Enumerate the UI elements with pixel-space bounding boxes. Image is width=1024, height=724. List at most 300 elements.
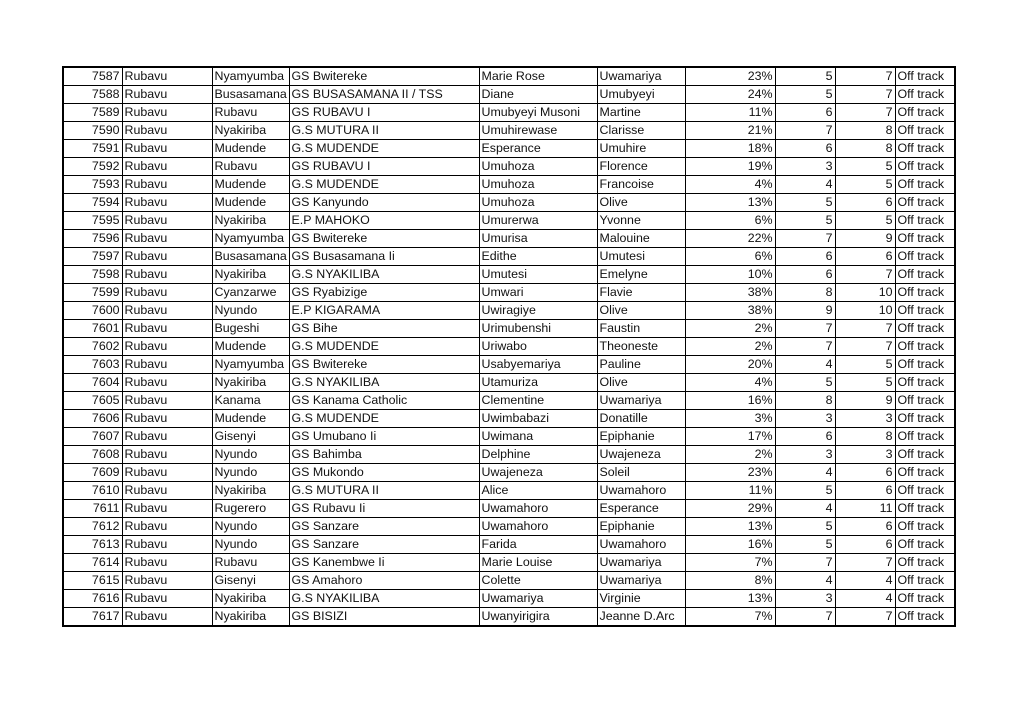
district-cell: Rubavu [122, 104, 212, 122]
last-name-cell: Pauline [597, 356, 685, 374]
percentage-cell: 16% [685, 392, 775, 410]
district-cell: Rubavu [122, 284, 212, 302]
district-cell: Rubavu [122, 248, 212, 266]
status-cell: Off track [895, 176, 955, 194]
sector-cell: Nyamyumba [212, 230, 289, 248]
status-cell: Off track [895, 104, 955, 122]
last-name-cell: Uwamahoro [597, 482, 685, 500]
district-cell: Rubavu [122, 590, 212, 608]
district-cell: Rubavu [122, 392, 212, 410]
status-cell: Off track [895, 140, 955, 158]
district-cell: Rubavu [122, 194, 212, 212]
last-name-cell: Martine [597, 104, 685, 122]
data-table [62, 66, 956, 627]
first-name-cell: Uwamahoro [479, 500, 597, 518]
sector-cell: Nyundo [212, 518, 289, 536]
row-id-cell: 7609 [63, 464, 122, 482]
score-cell: 5 [775, 194, 835, 212]
district-cell: Rubavu [122, 374, 212, 392]
row-id-cell: 7610 [63, 482, 122, 500]
sector-cell: Rubavu [212, 104, 289, 122]
score-cell: 6 [775, 140, 835, 158]
score-cell: 7 [775, 608, 835, 627]
score-cell: 9 [775, 302, 835, 320]
sector-cell: Nyakiriba [212, 374, 289, 392]
last-name-cell: Virginie [597, 590, 685, 608]
score-cell: 3 [775, 590, 835, 608]
status-cell: Off track [895, 338, 955, 356]
percentage-cell: 6% [685, 212, 775, 230]
row-id-cell: 7595 [63, 212, 122, 230]
sector-cell: Mudende [212, 194, 289, 212]
status-cell: Off track [895, 320, 955, 338]
sector-cell: Mudende [212, 338, 289, 356]
row-id-cell: 7612 [63, 518, 122, 536]
table-row [63, 572, 955, 590]
district-cell: Rubavu [122, 338, 212, 356]
score-cell: 4 [775, 572, 835, 590]
school-cell: G.S MUDENDE [289, 176, 479, 194]
last-name-cell: Epiphanie [597, 518, 685, 536]
first-name-cell: Umuhoza [479, 158, 597, 176]
status-cell: Off track [895, 572, 955, 590]
score-cell: 7 [775, 230, 835, 248]
table-row [63, 248, 955, 266]
row-id-cell: 7590 [63, 122, 122, 140]
school-cell: GS Sanzare [289, 536, 479, 554]
last-name-cell: Uwamariya [597, 392, 685, 410]
target-cell: 4 [835, 572, 895, 590]
first-name-cell: Umurerwa [479, 212, 597, 230]
last-name-cell: Uwamahoro [597, 536, 685, 554]
status-cell: Off track [895, 482, 955, 500]
score-cell: 8 [775, 392, 835, 410]
district-cell: Rubavu [122, 67, 212, 86]
row-id-cell: 7608 [63, 446, 122, 464]
score-cell: 4 [775, 464, 835, 482]
row-id-cell: 7599 [63, 284, 122, 302]
row-id-cell: 7589 [63, 104, 122, 122]
target-cell: 6 [835, 194, 895, 212]
sector-cell: Nyamyumba [212, 67, 289, 86]
table-row [63, 86, 955, 104]
first-name-cell: Uwimbabazi [479, 410, 597, 428]
percentage-cell: 6% [685, 248, 775, 266]
district-cell: Rubavu [122, 320, 212, 338]
school-cell: GS Bihe [289, 320, 479, 338]
table-row [63, 158, 955, 176]
sector-cell: Rubavu [212, 554, 289, 572]
score-cell: 6 [775, 266, 835, 284]
sector-cell: Nyamyumba [212, 356, 289, 374]
table-row [63, 212, 955, 230]
target-cell: 7 [835, 86, 895, 104]
score-cell: 6 [775, 248, 835, 266]
status-cell: Off track [895, 464, 955, 482]
row-id-cell: 7603 [63, 356, 122, 374]
target-cell: 6 [835, 536, 895, 554]
school-cell: GS RUBAVU I [289, 158, 479, 176]
sector-cell: Bugeshi [212, 320, 289, 338]
sector-cell: Kanama [212, 392, 289, 410]
table-body [63, 67, 955, 626]
target-cell: 6 [835, 482, 895, 500]
target-cell: 10 [835, 302, 895, 320]
sector-cell: Nyundo [212, 464, 289, 482]
table-row [63, 140, 955, 158]
target-cell: 7 [835, 320, 895, 338]
score-cell: 6 [775, 104, 835, 122]
score-cell: 5 [775, 67, 835, 86]
first-name-cell: Umuhirewase [479, 122, 597, 140]
row-id-cell: 7588 [63, 86, 122, 104]
status-cell: Off track [895, 86, 955, 104]
school-cell: GS Kanama Catholic [289, 392, 479, 410]
sector-cell: Mudende [212, 176, 289, 194]
percentage-cell: 17% [685, 428, 775, 446]
status-cell: Off track [895, 410, 955, 428]
school-cell: G.S MUDENDE [289, 140, 479, 158]
last-name-cell: Olive [597, 194, 685, 212]
row-id-cell: 7587 [63, 67, 122, 86]
target-cell: 8 [835, 428, 895, 446]
row-id-cell: 7604 [63, 374, 122, 392]
table-row [63, 302, 955, 320]
sector-cell: Busasamana [212, 248, 289, 266]
table-row [63, 374, 955, 392]
first-name-cell: Umuhoza [479, 176, 597, 194]
school-cell: E.P KIGARAMA [289, 302, 479, 320]
percentage-cell: 19% [685, 158, 775, 176]
percentage-cell: 4% [685, 176, 775, 194]
percentage-cell: 13% [685, 194, 775, 212]
last-name-cell: Yvonne [597, 212, 685, 230]
percentage-cell: 13% [685, 590, 775, 608]
district-cell: Rubavu [122, 554, 212, 572]
sector-cell: Cyanzarwe [212, 284, 289, 302]
school-cell: GS Amahoro [289, 572, 479, 590]
school-cell: G.S NYAKILIBA [289, 266, 479, 284]
first-name-cell: Umubyeyi Musoni [479, 104, 597, 122]
sector-cell: Nyakiriba [212, 608, 289, 627]
district-cell: Rubavu [122, 122, 212, 140]
first-name-cell: Umurisa [479, 230, 597, 248]
first-name-cell: Diane [479, 86, 597, 104]
district-cell: Rubavu [122, 86, 212, 104]
first-name-cell: Umwari [479, 284, 597, 302]
last-name-cell: Esperance [597, 500, 685, 518]
status-cell: Off track [895, 194, 955, 212]
score-cell: 5 [775, 518, 835, 536]
district-cell: Rubavu [122, 518, 212, 536]
school-cell: G.S MUTURA II [289, 482, 479, 500]
last-name-cell: Florence [597, 158, 685, 176]
percentage-cell: 20% [685, 356, 775, 374]
first-name-cell: Umuhoza [479, 194, 597, 212]
table-row [63, 67, 955, 86]
status-cell: Off track [895, 230, 955, 248]
row-id-cell: 7617 [63, 608, 122, 627]
score-cell: 3 [775, 446, 835, 464]
first-name-cell: Usabyemariya [479, 356, 597, 374]
table-row [63, 176, 955, 194]
row-id-cell: 7598 [63, 266, 122, 284]
district-cell: Rubavu [122, 608, 212, 627]
table-row [63, 500, 955, 518]
school-cell: GS BUSASAMANA II / TSS [289, 86, 479, 104]
status-cell: Off track [895, 608, 955, 627]
percentage-cell: 23% [685, 464, 775, 482]
row-id-cell: 7596 [63, 230, 122, 248]
district-cell: Rubavu [122, 572, 212, 590]
school-cell: GS Umubano Ii [289, 428, 479, 446]
target-cell: 7 [835, 67, 895, 86]
score-cell: 5 [775, 212, 835, 230]
status-cell: Off track [895, 284, 955, 302]
first-name-cell: Alice [479, 482, 597, 500]
status-cell: Off track [895, 500, 955, 518]
row-id-cell: 7613 [63, 536, 122, 554]
table-row [63, 230, 955, 248]
row-id-cell: 7602 [63, 338, 122, 356]
target-cell: 9 [835, 230, 895, 248]
target-cell: 7 [835, 104, 895, 122]
sector-cell: Nyundo [212, 446, 289, 464]
last-name-cell: Theoneste [597, 338, 685, 356]
school-cell: G.S NYAKILIBA [289, 590, 479, 608]
table-row [63, 104, 955, 122]
row-id-cell: 7593 [63, 176, 122, 194]
district-cell: Rubavu [122, 356, 212, 374]
row-id-cell: 7605 [63, 392, 122, 410]
target-cell: 6 [835, 248, 895, 266]
target-cell: 3 [835, 410, 895, 428]
target-cell: 8 [835, 122, 895, 140]
status-cell: Off track [895, 374, 955, 392]
last-name-cell: Soleil [597, 464, 685, 482]
table-row [63, 536, 955, 554]
sector-cell: Nyakiriba [212, 482, 289, 500]
status-cell: Off track [895, 536, 955, 554]
row-id-cell: 7615 [63, 572, 122, 590]
target-cell: 5 [835, 176, 895, 194]
first-name-cell: Utamuriza [479, 374, 597, 392]
first-name-cell: Uriwabo [479, 338, 597, 356]
district-cell: Rubavu [122, 158, 212, 176]
district-cell: Rubavu [122, 536, 212, 554]
percentage-cell: 4% [685, 374, 775, 392]
school-cell: G.S MUDENDE [289, 338, 479, 356]
row-id-cell: 7616 [63, 590, 122, 608]
score-cell: 6 [775, 428, 835, 446]
sector-cell: Nyundo [212, 302, 289, 320]
row-id-cell: 7592 [63, 158, 122, 176]
last-name-cell: Uwamariya [597, 554, 685, 572]
district-cell: Rubavu [122, 140, 212, 158]
last-name-cell: Olive [597, 302, 685, 320]
target-cell: 5 [835, 158, 895, 176]
status-cell: Off track [895, 392, 955, 410]
table-row [63, 194, 955, 212]
status-cell: Off track [895, 122, 955, 140]
row-id-cell: 7600 [63, 302, 122, 320]
first-name-cell: Uwamahoro [479, 518, 597, 536]
last-name-cell: Uwajeneza [597, 446, 685, 464]
status-cell: Off track [895, 518, 955, 536]
score-cell: 4 [775, 500, 835, 518]
first-name-cell: Edithe [479, 248, 597, 266]
target-cell: 4 [835, 590, 895, 608]
table-row [63, 590, 955, 608]
district-cell: Rubavu [122, 266, 212, 284]
score-cell: 7 [775, 122, 835, 140]
school-cell: GS RUBAVU I [289, 104, 479, 122]
percentage-cell: 8% [685, 572, 775, 590]
table-row [63, 464, 955, 482]
sector-cell: Nyundo [212, 536, 289, 554]
district-cell: Rubavu [122, 482, 212, 500]
score-cell: 5 [775, 482, 835, 500]
target-cell: 5 [835, 374, 895, 392]
school-cell: E.P MAHOKO [289, 212, 479, 230]
percentage-cell: 22% [685, 230, 775, 248]
table-row [63, 482, 955, 500]
first-name-cell: Uwimana [479, 428, 597, 446]
school-cell: GS Mukondo [289, 464, 479, 482]
percentage-cell: 16% [685, 536, 775, 554]
district-cell: Rubavu [122, 446, 212, 464]
status-cell: Off track [895, 554, 955, 572]
first-name-cell: Uwamariya [479, 590, 597, 608]
school-cell: GS Rubavu Ii [289, 500, 479, 518]
sector-cell: Nyakiriba [212, 122, 289, 140]
school-cell: GS Bahimba [289, 446, 479, 464]
percentage-cell: 23% [685, 67, 775, 86]
target-cell: 10 [835, 284, 895, 302]
percentage-cell: 2% [685, 338, 775, 356]
table-row [63, 518, 955, 536]
row-id-cell: 7597 [63, 248, 122, 266]
district-cell: Rubavu [122, 212, 212, 230]
percentage-cell: 3% [685, 410, 775, 428]
table-row [63, 410, 955, 428]
first-name-cell: Uwanyirigira [479, 608, 597, 627]
target-cell: 7 [835, 266, 895, 284]
last-name-cell: Uwamariya [597, 572, 685, 590]
school-cell: GS Ryabizige [289, 284, 479, 302]
last-name-cell: Emelyne [597, 266, 685, 284]
percentage-cell: 7% [685, 608, 775, 627]
table-row [63, 338, 955, 356]
table-row [63, 608, 955, 627]
score-cell: 8 [775, 284, 835, 302]
district-cell: Rubavu [122, 500, 212, 518]
status-cell: Off track [895, 446, 955, 464]
target-cell: 3 [835, 446, 895, 464]
sector-cell: Mudende [212, 410, 289, 428]
school-cell: GS Kanyundo [289, 194, 479, 212]
school-cell: G.S MUDENDE [289, 410, 479, 428]
percentage-cell: 2% [685, 446, 775, 464]
status-cell: Off track [895, 302, 955, 320]
percentage-cell: 24% [685, 86, 775, 104]
first-name-cell: Uwiragiye [479, 302, 597, 320]
score-cell: 5 [775, 374, 835, 392]
sector-cell: Rubavu [212, 158, 289, 176]
district-cell: Rubavu [122, 464, 212, 482]
score-cell: 3 [775, 410, 835, 428]
score-cell: 4 [775, 176, 835, 194]
target-cell: 6 [835, 464, 895, 482]
status-cell: Off track [895, 356, 955, 374]
percentage-cell: 10% [685, 266, 775, 284]
school-cell: GS Bwitereke [289, 230, 479, 248]
score-cell: 5 [775, 86, 835, 104]
school-cell: GS Bwitereke [289, 356, 479, 374]
target-cell: 9 [835, 392, 895, 410]
sector-cell: Gisenyi [212, 428, 289, 446]
row-id-cell: 7591 [63, 140, 122, 158]
last-name-cell: Uwamariya [597, 67, 685, 86]
first-name-cell: Uwajeneza [479, 464, 597, 482]
row-id-cell: 7607 [63, 428, 122, 446]
school-cell: GS BISIZI [289, 608, 479, 627]
score-cell: 5 [775, 536, 835, 554]
row-id-cell: 7606 [63, 410, 122, 428]
target-cell: 8 [835, 140, 895, 158]
percentage-cell: 38% [685, 302, 775, 320]
district-cell: Rubavu [122, 176, 212, 194]
score-cell: 7 [775, 338, 835, 356]
table-row [63, 284, 955, 302]
last-name-cell: Donatille [597, 410, 685, 428]
first-name-cell: Clementine [479, 392, 597, 410]
first-name-cell: Esperance [479, 140, 597, 158]
last-name-cell: Olive [597, 374, 685, 392]
score-cell: 7 [775, 320, 835, 338]
school-cell: GS Busasamana Ii [289, 248, 479, 266]
table-row [63, 554, 955, 572]
percentage-cell: 38% [685, 284, 775, 302]
first-name-cell: Farida [479, 536, 597, 554]
sector-cell: Rugerero [212, 500, 289, 518]
table-row [63, 320, 955, 338]
status-cell: Off track [895, 428, 955, 446]
first-name-cell: Marie Louise [479, 554, 597, 572]
last-name-cell: Clarisse [597, 122, 685, 140]
last-name-cell: Umuhire [597, 140, 685, 158]
percentage-cell: 2% [685, 320, 775, 338]
status-cell: Off track [895, 158, 955, 176]
sector-cell: Busasamana [212, 86, 289, 104]
school-cell: GS Bwitereke [289, 67, 479, 86]
last-name-cell: Jeanne D.Arc [597, 608, 685, 627]
percentage-cell: 29% [685, 500, 775, 518]
sector-cell: Nyakiriba [212, 266, 289, 284]
school-cell: GS Kanembwe Ii [289, 554, 479, 572]
percentage-cell: 18% [685, 140, 775, 158]
percentage-cell: 11% [685, 482, 775, 500]
target-cell: 7 [835, 338, 895, 356]
percentage-cell: 7% [685, 554, 775, 572]
target-cell: 7 [835, 608, 895, 627]
last-name-cell: Francoise [597, 176, 685, 194]
target-cell: 6 [835, 518, 895, 536]
percentage-cell: 13% [685, 518, 775, 536]
district-cell: Rubavu [122, 302, 212, 320]
target-cell: 5 [835, 212, 895, 230]
table-row [63, 266, 955, 284]
